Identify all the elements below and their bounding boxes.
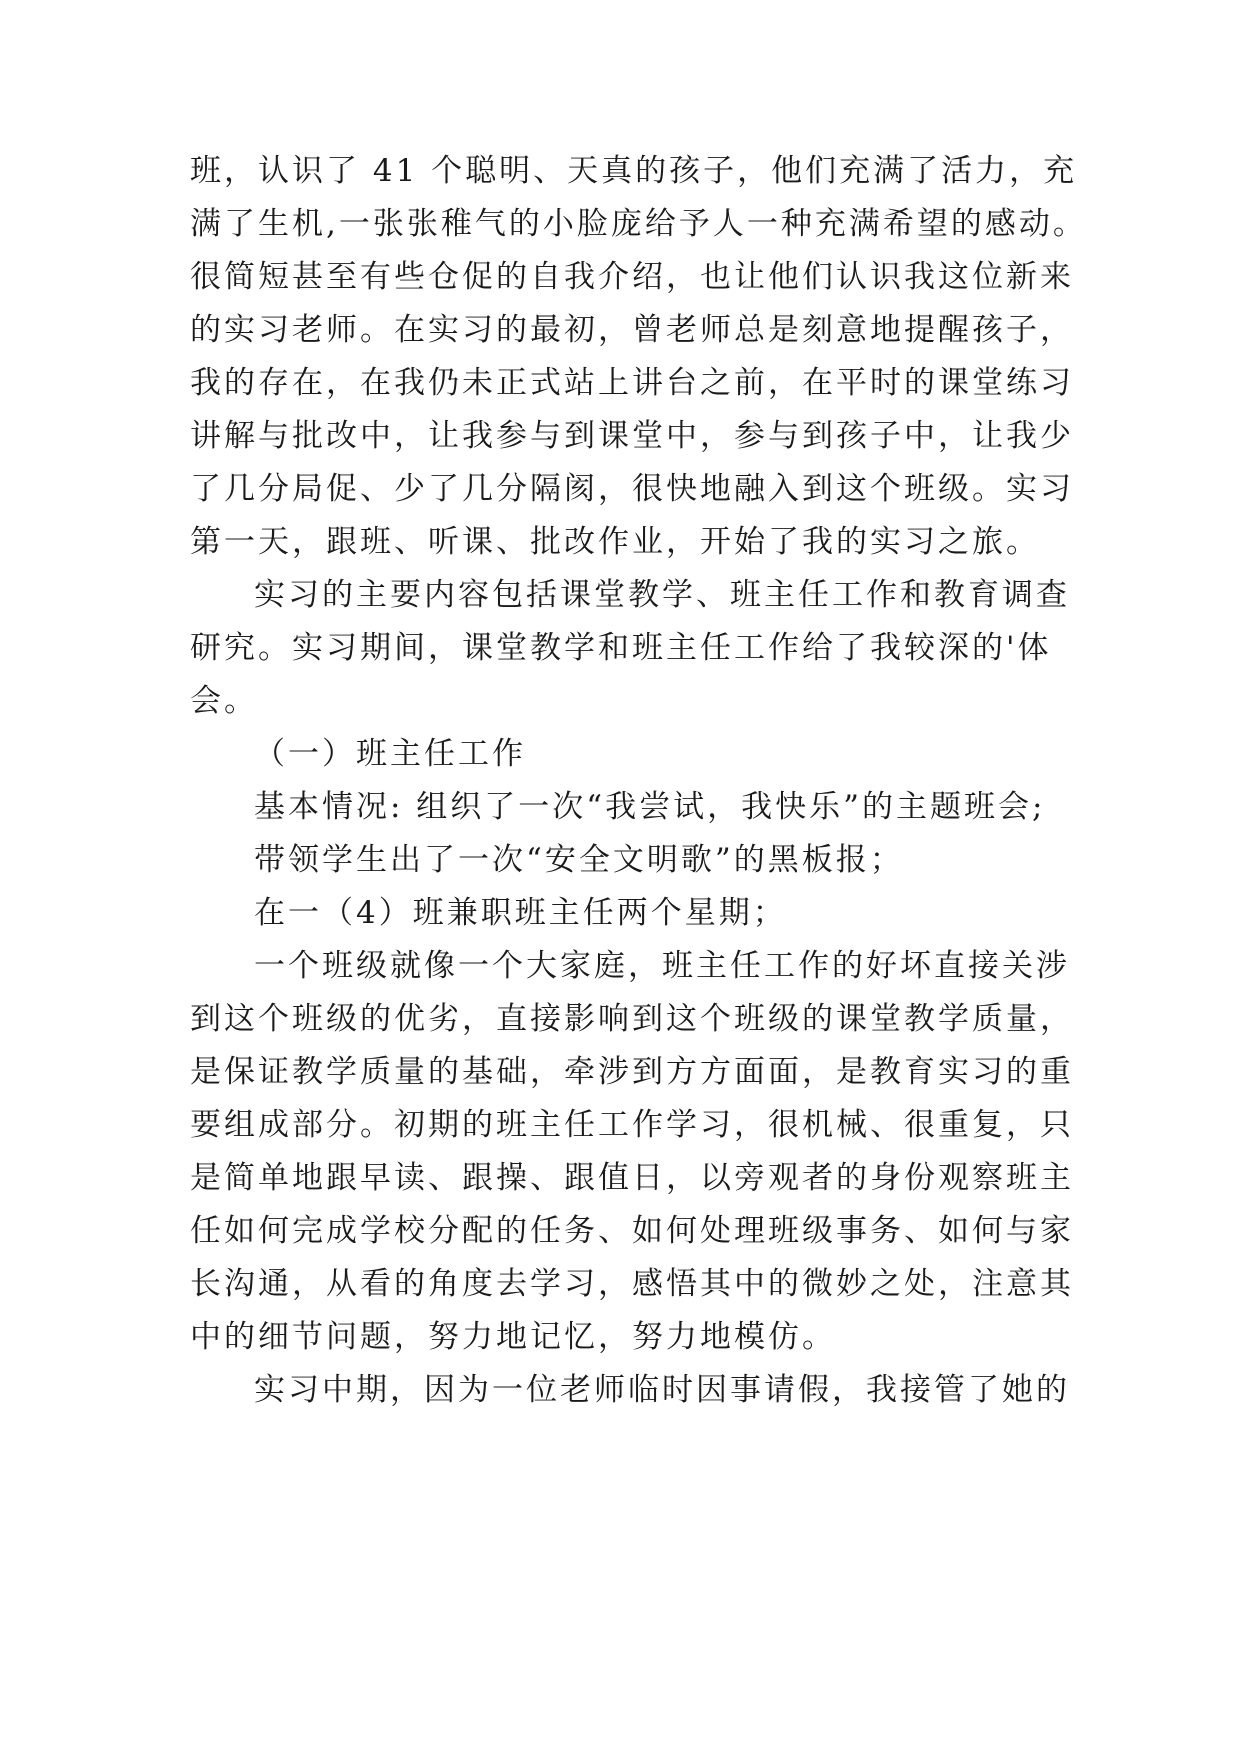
text-line: 第一天，跟班、听课、批改作业，开始了我的实习之旅。 [190,524,1040,560]
text-line: 中的细节问题，努力地记忆，努力地模仿。 [190,1319,836,1355]
text-line: 很简短甚至有些仓促的自我介绍，也让他们认识我这位新来 [190,259,1074,295]
text-line: 到这个班级的优劣，直接影响到这个班级的课堂教学质量， [190,1001,1074,1037]
text-line: 基本情况: 组织了一次“我尝试，我快乐”的主题班会; [254,789,1046,825]
text-line: 我的存在，在我仍未正式站上讲台之前，在平时的课堂练习 [190,365,1074,401]
text-line: 要组成部分。初期的班主任工作学习，很机械、很重复，只 [190,1107,1074,1143]
text-line: 一个班级就像一个大家庭，班主任工作的好坏直接关涉 [254,948,1070,984]
text-line: 的实习老师。在实习的最初，曾老师总是刻意地提醒孩子， [190,312,1074,348]
text-line: 在一（4）班兼职班主任两个星期； [254,895,787,931]
text-line: 实习中期，因为一位老师临时因事请假，我接管了她的 [254,1372,1070,1408]
text-line: 实习的主要内容包括课堂教学、班主任工作和教育调查 [254,577,1070,613]
text-line: 长沟通，从看的角度去学习，感悟其中的微妙之处，注意其 [190,1266,1074,1302]
text-line: 会。 [190,683,258,719]
text-line: 讲解与批改中，让我参与到课堂中，参与到孩子中，让我少 [190,418,1074,454]
text-line: 班，认识了 41 个聪明、天真的孩子，他们充满了活力，充 [190,153,1078,189]
text-line: 满了生机,一张张稚气的小脸庞给予人一种充满希望的感动。 [190,206,1087,242]
text-line: 是保证教学质量的基础，牵涉到方方面面，是教育实习的重 [190,1054,1074,1090]
text-line: 任如何完成学校分配的任务、如何处理班级事务、如何与家 [190,1213,1074,1249]
section-heading: （一）班主任工作 [254,736,526,772]
text-line: 研究。实习期间，课堂教学和班主任工作给了我较深的'体 [190,630,1052,666]
text-line: 是简单地跟早读、跟操、跟值日，以旁观者的身份观察班主 [190,1160,1074,1196]
text-line: 了几分局促、少了几分隔阂，很快地融入到这个班级。实习 [190,471,1074,507]
text-line: 带领学生出了一次“安全文明歌”的黑板报； [254,842,904,878]
